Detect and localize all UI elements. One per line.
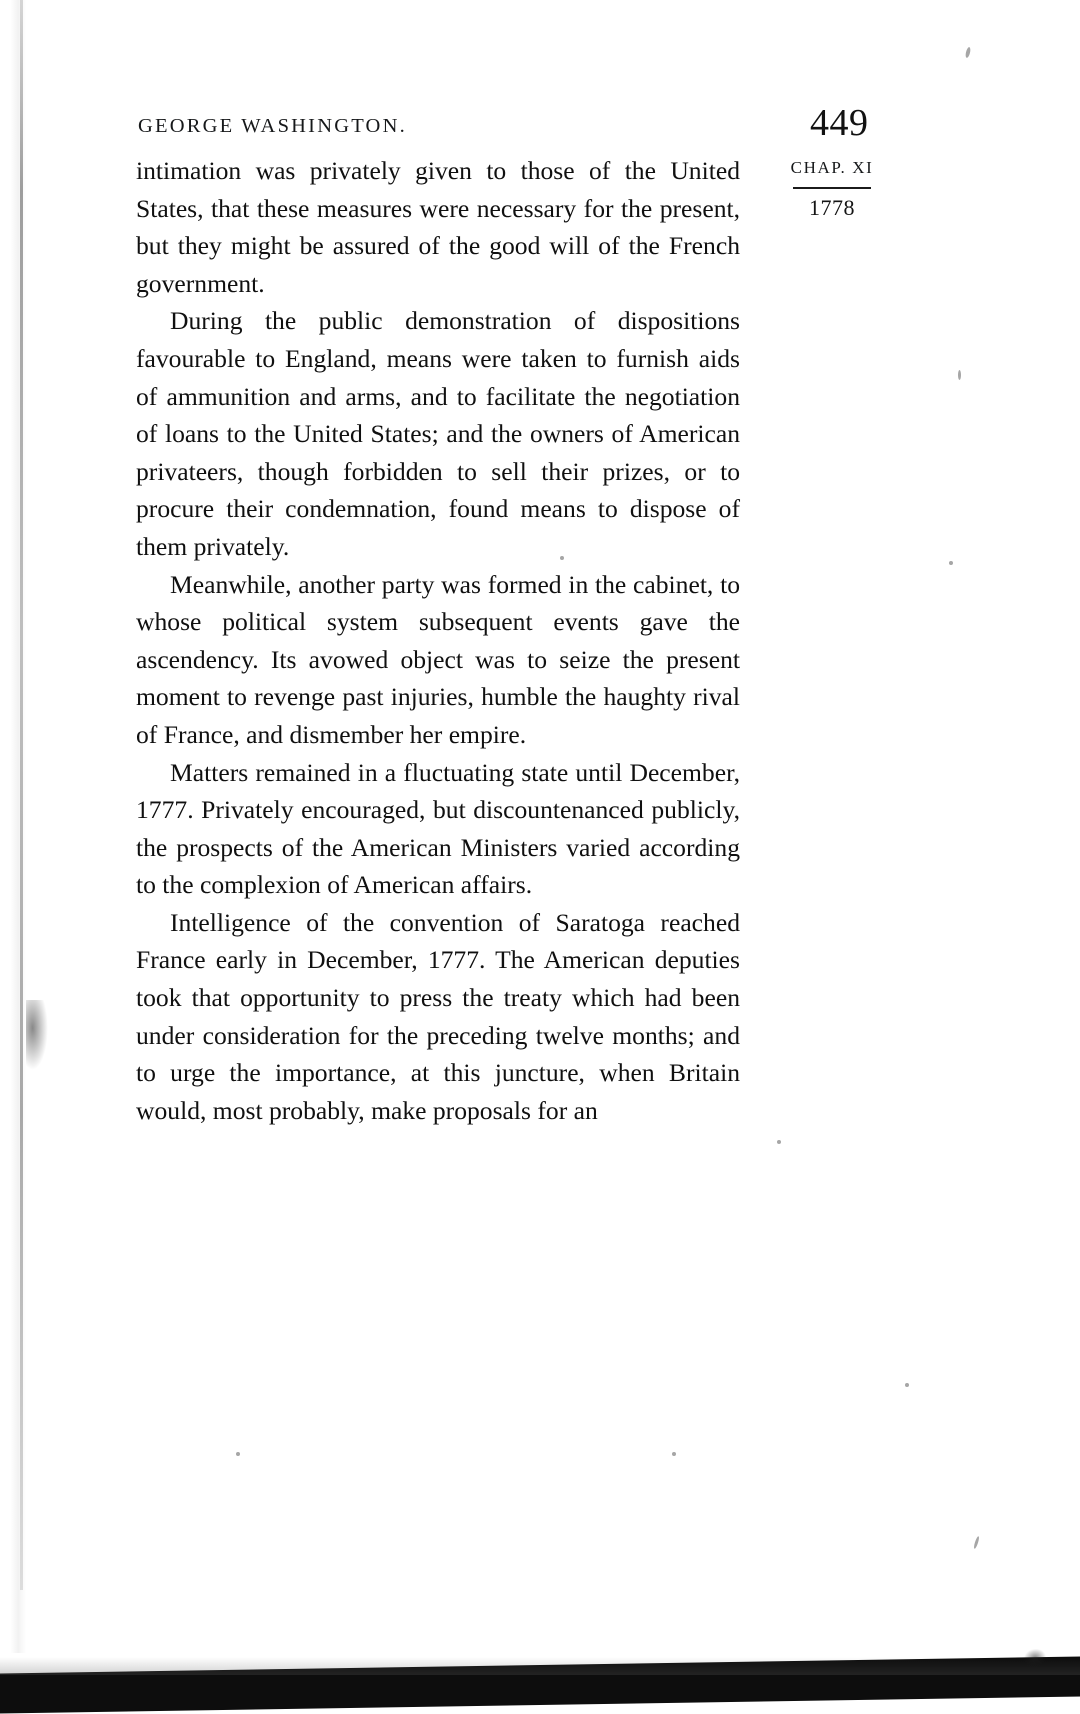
scan-speck [958,370,961,380]
margin-chapter-label: CHAP. XI [790,158,874,177]
scan-speck [949,561,953,565]
paragraph: Matters remained in a fluctuating state until December, 1777. Privately encouraged, but discountenanced publicly, the prospects of the American Ministers varied according to the complexion of American affairs. [136,757,740,900]
scan-speck [905,1383,909,1387]
paragraph: Meanwhile, another party was formed in the cabinet, to whose political system subsequent events gave the ascendency. Its avowed object was to seize the present moment to revenge past injuries, humble the haughty rival of France, and dismember her empire. [136,569,740,749]
scan-speck [777,1140,781,1144]
margin-year-label: 1778 [809,195,855,220]
scan-bottom-edge [0,1653,1080,1711]
paragraph: intimation was privately given to those of the United States, that these measures were necessary for the present, but they might be assured of the good will of the French government. [136,156,740,298]
page-number: 449 [810,102,869,144]
body-text-column [136,152,740,1129]
margin-note [757,158,907,221]
paragraph: Intelligence of the convention of Saratoga reached France early in December, 1777. The American deputies took that opportunity to press the treaty which had been under consideration for the preceding twelve months; and to urge the importance, at this juncture, when Britain would, most probably, make proposals for an [136,907,740,1125]
paragraph: During the public demonstration of dispositions favourable to England, means were taken to furnish aids of ammunition and arms, and to facilitate the negotiation of loans to the United States; and the owners of American privateers, though forbidden to sell their prizes, or to procure their condemnation, found means to dispose of them privately. [136,306,740,561]
running-head: GEORGE WASHINGTON. [138,115,407,137]
scan-speck [672,1452,676,1456]
scan-speck [236,1452,240,1456]
scan-speck [560,556,564,560]
margin-divider [793,187,871,189]
